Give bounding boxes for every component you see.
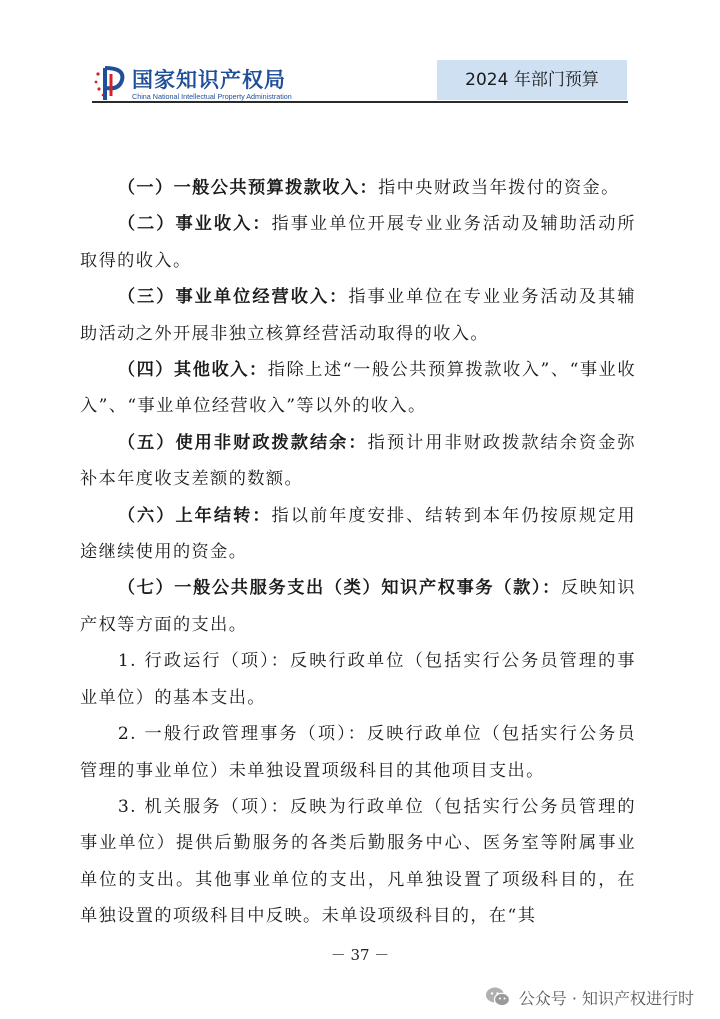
logo-english-name: China National Intellectual Property Administration (132, 92, 292, 101)
paragraph-general-budget-revenue: （一）一般公共预算拨款收入：指中央财政当年拨付的资金。 (117, 178, 620, 198)
paragraph-operating-revenue: （三）事业单位经营收入：指事业单位在专业业务活动及其辅助活动之外开展非独立核算经营活动取得的收入。 (80, 287, 636, 344)
paragraph-item-agency-services: 3. 机关服务（项）：反映为行政单位（包括实行公务员管理的事业单位）提供后勤服务的各类后勤服务中心、医务室等附属事业单位的支出。其他事业单位的支出，凡单独设置了项级科目的，在单独设置的项级科目中反映。未单设项级科目的，在“其 (80, 796, 636, 927)
paragraph-item-administrative-operation: 1. 行政运行（项）：反映行政单位（包括实行公务员管理的事业单位）的基本支出。 (80, 651, 636, 708)
page-header (0, 0, 720, 110)
cnipa-emblem-icon (92, 62, 128, 102)
logo-chinese-name: 国家知识产权局 (132, 68, 286, 92)
watermark-text: 公众号 · 知识产权进行时 (518, 988, 694, 1008)
budget-year-tag: 2024 年部门预算 (437, 60, 627, 100)
paragraph-ip-affairs-expenditure: （七）一般公共服务支出（类）知识产权事务（款）：反映知识产权等方面的支出。 (80, 578, 636, 635)
paragraph-item-general-admin-affairs: 2. 一般行政管理事务（项）：反映行政单位（包括实行公务员管理的事业单位）未单独设置项级科目的其他项目支出。 (80, 724, 636, 781)
paragraph-other-revenue: （四）其他收入：指除上述“一般公共预算拨款收入”、“事业收入”、“事业单位经营收入”等以外的收入。 (80, 360, 636, 417)
document-body (80, 170, 636, 935)
paragraph-carryover: （六）上年结转：指以前年度安排、结转到本年仍按原规定用途继续使用的资金。 (80, 505, 636, 563)
page-number: － 37 － (330, 946, 390, 964)
header-divider (92, 101, 628, 103)
paragraph-business-revenue: （二）事业收入：指事业单位开展专业业务活动及辅助活动所取得的收入。 (80, 214, 636, 271)
cnipa-logo (92, 62, 292, 104)
wechat-icon (485, 986, 511, 1008)
paragraph-non-fiscal-balance: （五）使用非财政拨款结余：指预计用非财政拨款结余资金弥补本年度收支差额的数额。 (80, 432, 636, 490)
wechat-watermark (485, 984, 694, 1010)
